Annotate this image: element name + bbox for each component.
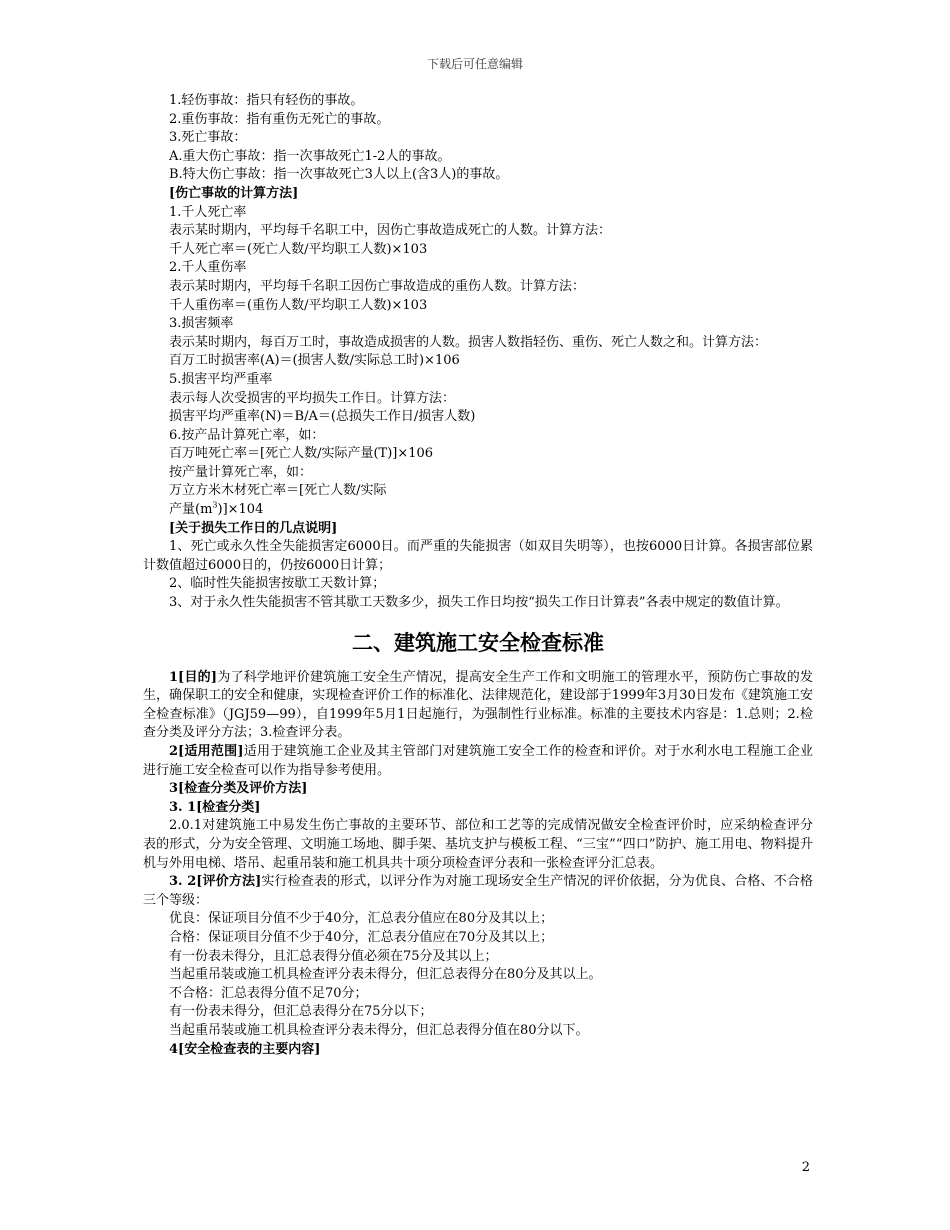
section-heading: 4[安全检查表的主要内容] <box>169 1041 321 1057</box>
text-line: 表示某时期内，平均每千名职工因伤亡事故造成的重伤人数。计算方法： <box>169 278 586 294</box>
grade-line: 不合格：汇总表得分值不足70分； <box>169 985 368 1001</box>
page-header: 下载后可任意编辑 <box>426 57 523 71</box>
grade-line: 优良：保证项目分值不少于40分，汇总表分值应在80分及其以上； <box>169 911 554 927</box>
text-line: 2、临时性失能损害按歇工天数计算； <box>169 576 386 592</box>
paragraph: 1、死亡或永久性全失能损害定6000日。而严重的失能损害（如双目失明等），也按6000日计算。各损害部位累计数值超过6000日的，仍按6000日计算； <box>143 539 813 573</box>
text-line: 2.重伤事故：指有重伤无死亡的事故。 <box>169 111 390 127</box>
text-line: 按产量计算死亡率，如： <box>169 464 313 480</box>
text-line: 6.按产品计算死亡率，如： <box>169 427 325 443</box>
paragraph-evaluation: 3. 2[评价方法]实行检查表的形式，以评分作为对施工现场安全生产情况的评价依据，分为优良、合格、不合格三个等级： <box>143 874 813 908</box>
grade-line: 有一份表未得分，且汇总表得分值必须在75分及其以上； <box>169 948 498 964</box>
text-line: 2.千人重伤率 <box>169 260 247 276</box>
text-line: 表示每人次受损害的平均损失工作日。计算方法： <box>169 390 456 406</box>
formula-line: 万立方米木材死亡率＝[死亡人数/实际 <box>169 483 387 499</box>
grade-line: 当起重吊装或施工机具检查评分表未得分，但汇总表得分在80分及其以上。 <box>169 967 602 983</box>
section-heading: 3[检查分类及评价方法] <box>169 781 308 797</box>
text-line: 5.损害平均严重率 <box>169 371 273 387</box>
text-line: 1.千人死亡率 <box>169 204 247 220</box>
paragraph-scope: 2[适用范围]适用于建筑施工企业及其主管部门对建筑施工安全工作的检查和评价。对于水利水电工程施工企业进行施工安全检查可以作为指导参考使用。 <box>143 744 813 778</box>
formula-line: 千人重伤率＝(重伤人数/平均职工人数)×103 <box>169 297 428 313</box>
text-line: 3.损害频率 <box>169 316 234 332</box>
grade-line: 有一份表未得分，但汇总表得分在75分以下； <box>169 1004 433 1020</box>
formula-line: 百万工时损害率(A)＝(损害人数/实际总工时)×106 <box>169 353 460 369</box>
text-line: 表示某时期内，平均每千名职工中，因伤亡事故造成死亡的人数。计算方法： <box>169 223 612 239</box>
formula-line: 损害平均严重率(N)＝B/A＝(总损失工作日/损害人数) <box>169 409 476 425</box>
formula-line: 百万吨死亡率＝[死亡人数/实际产量(T)]×106 <box>169 446 434 462</box>
grade-line: 合格：保证项目分值不少于40分，汇总表分值应在70分及其以上； <box>169 929 554 945</box>
formula-line: 千人死亡率＝(死亡人数/平均职工人数)×103 <box>169 241 428 257</box>
subsection-heading: 3. 1[检查分类] <box>169 799 261 815</box>
page-number: 2 <box>801 1160 810 1175</box>
paragraph: 表示某时期内，每百万工时，事故造成损害的人数。损害人数指轻伤、重伤、死亡人数之和。计算方法： <box>169 334 768 350</box>
formula-line-continued: 产量$(m^3)]\times 104$ <box>169 500 264 518</box>
text-line: B.特大伤亡事故：指一次事故死亡3人以上(含3人)的事故。 <box>169 167 509 183</box>
section-title: 二、建筑施工安全检查标准 <box>352 630 604 655</box>
text-line: 3.死亡事故： <box>169 130 247 146</box>
document-body <box>143 92 813 1059</box>
paragraph-classification: 2.0.1对建筑施工中易发生伤亡事故的主要环节、部位和工艺等的完成情况做安全检查评价时，应采纳检查评分表的形式，分为安全管理、文明施工场地、脚手架、基坑支护与模板工程、“三宝”“四口”防护、施工用电、物料提升机与外用电梯、塔吊、起重吊装和施工机具共十项分项检查评分表和一张检查评分汇总表。 <box>143 818 813 871</box>
grade-line: 当起重吊装或施工机具检查评分表未得分，但汇总表得分值在80分以下。 <box>169 1022 589 1038</box>
paragraph: 3、对于永久性失能损害不管其歇工天数多少，损失工作日均按“损失工作日计算表”各表中规定的数值计算。 <box>169 595 789 611</box>
text-line: 1.轻伤事故：指只有轻伤的事故。 <box>169 93 364 108</box>
paragraph-purpose: 1[目的]为了科学地评价建筑施工安全生产情况，提高安全生产工作和文明施工的管理水平，预防伤亡事故的发生，确保职工的安全和健康，实现检查评价工作的标准化、法律规范化，建设部于1999年3月30日发布《建筑施工安全检查标准》（JGJ59—99），自1999年5月1日起施行，为强制性行业标准。标准的主要技术内容是：1.总则；2.检查分类及评分方法；3.检查评分表。 <box>143 669 813 741</box>
section-heading: [关于损失工作日的几点说明] <box>169 520 338 536</box>
text-line: A.重大伤亡事故：指一次事故死亡1-2人的事故。 <box>169 148 451 164</box>
section-heading: [伤亡事故的计算方法] <box>169 185 299 201</box>
